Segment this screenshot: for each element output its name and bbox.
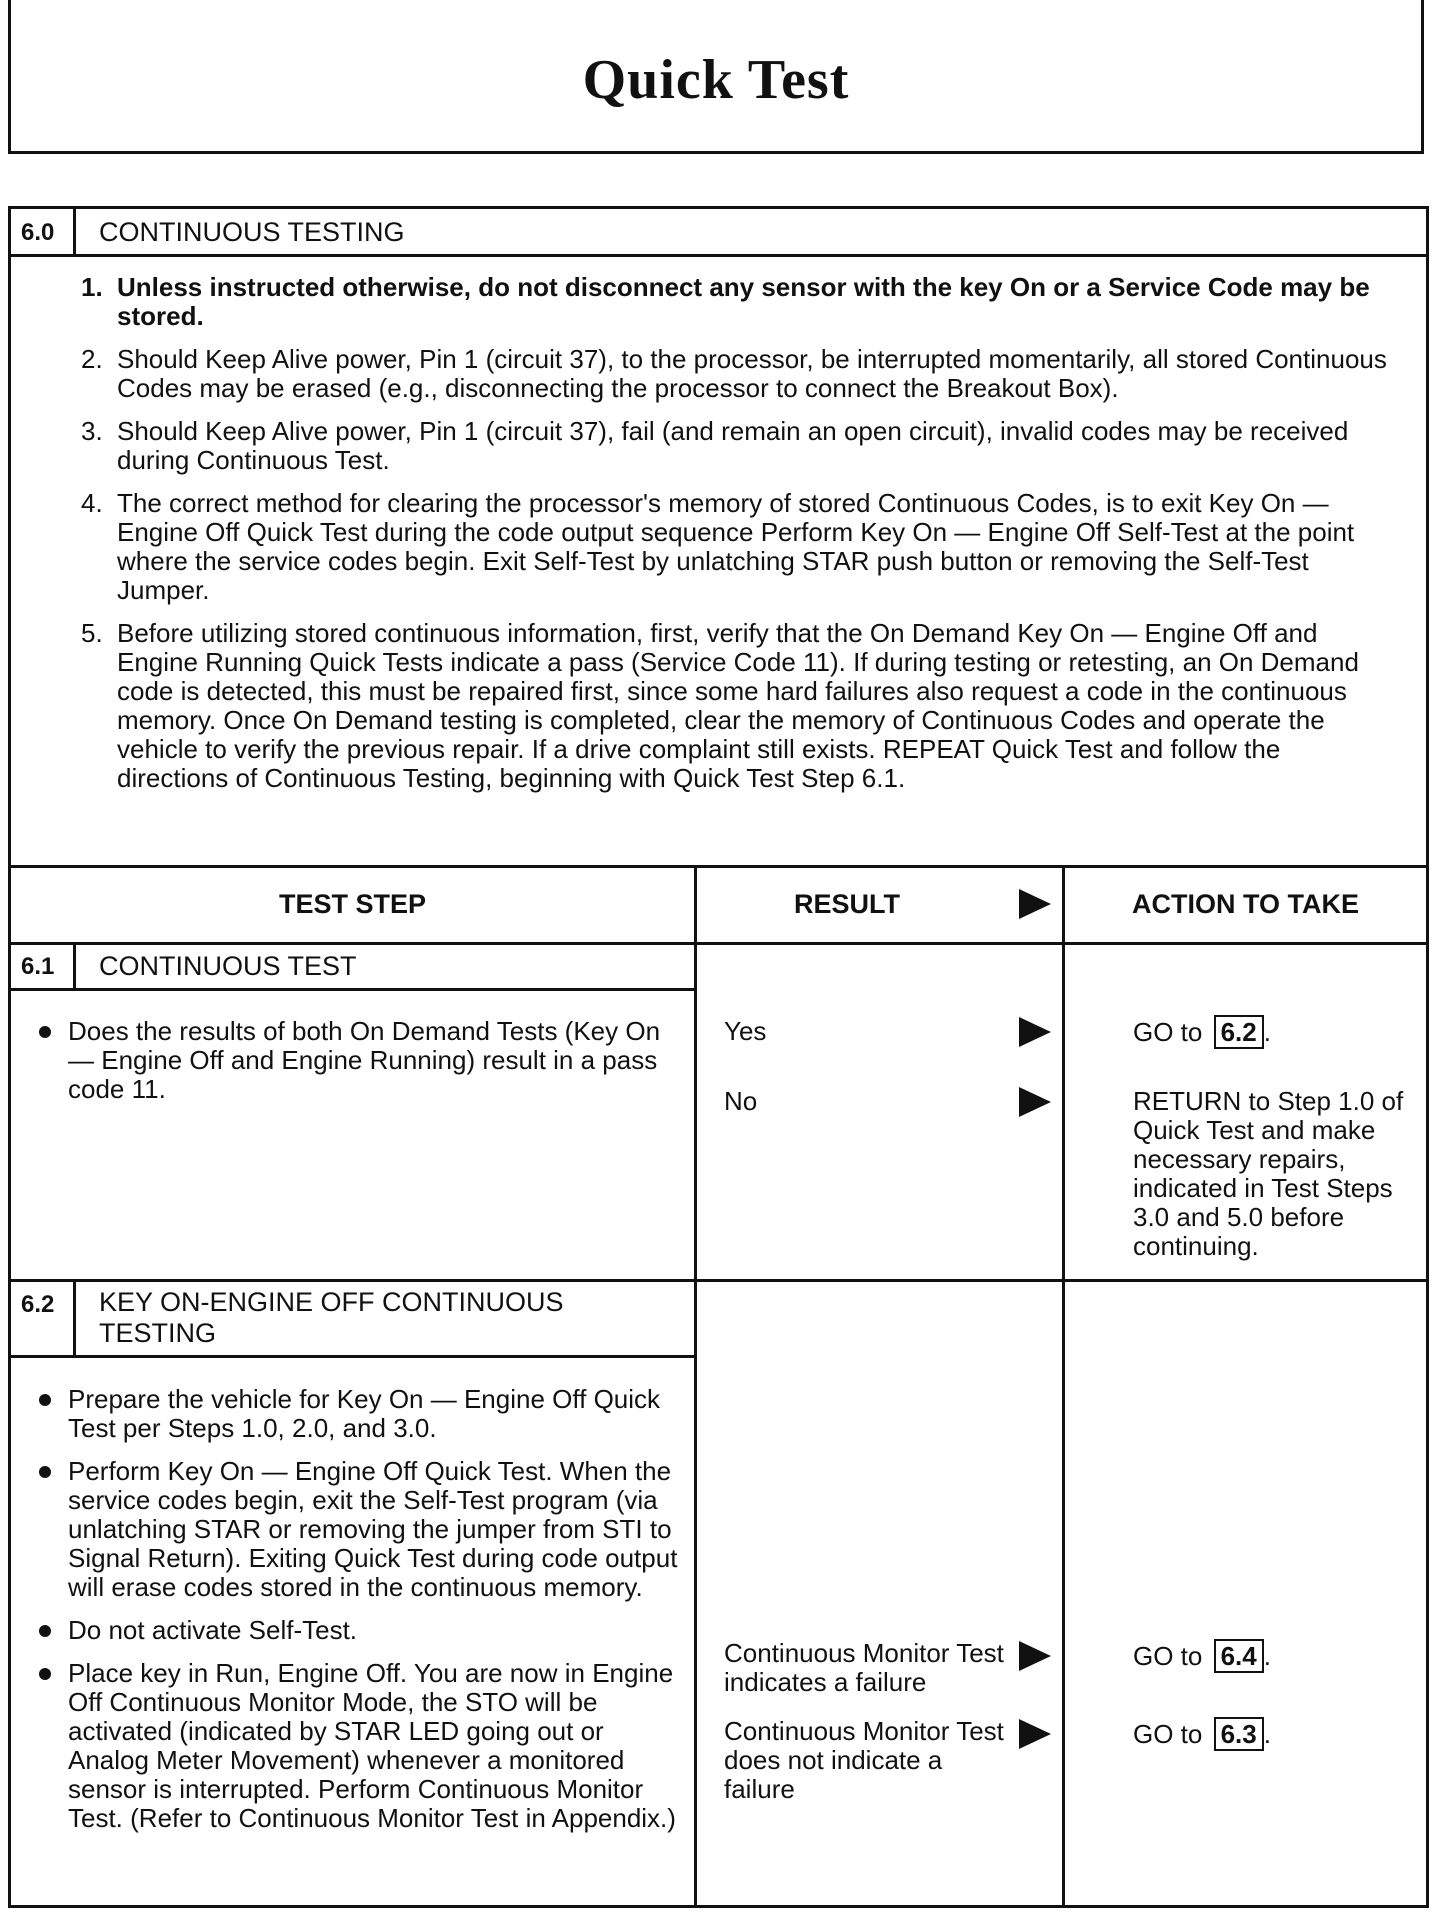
note-item: 2. Should Keep Alive power, Pin 1 (circuit 37), to the processor, be interrupted momentarily, all stored Continuous Codes may be erased (e.g., disconnecting the processor to connect the Breakout Box). xyxy=(81,344,1387,403)
continuous-testing-notes xyxy=(81,273,1391,807)
note-item: 4. The correct method for clearing the processor's memory of stored Continuous Codes, is to exit Key On — Engine Off Quick Test during the code output sequence Perform Key On — Engine Off Self-Test at the point where the service codes begin. Exit Self-Test by unlatching STAR push button or removing the Self-Test Jumper. xyxy=(81,488,1355,605)
divider xyxy=(11,1279,1426,1282)
step-6-2-instructions xyxy=(37,1385,687,1847)
goto-link-6-2[interactable]: 6.2 xyxy=(1214,1015,1264,1049)
result-yes: Yes xyxy=(724,1016,767,1046)
title-box xyxy=(8,0,1424,154)
step-6-1-instructions xyxy=(37,1017,687,1118)
arrow-icon xyxy=(1019,1641,1051,1671)
divider xyxy=(73,209,76,254)
column-divider xyxy=(694,865,697,1905)
page-title: Quick Test xyxy=(582,49,850,111)
divider xyxy=(11,254,1426,257)
arrow-icon xyxy=(1019,1087,1051,1117)
action-return: RETURN to Step 1.0 of Quick Test and make necessary repairs, indicated in Test Steps 3.0 and 5.0 before continuing. xyxy=(1133,1086,1404,1261)
note-item: 1. Unless instructed otherwise, do not disconnect any sensor with the key On or a Service Code may be stored. xyxy=(81,272,1370,331)
divider xyxy=(73,942,76,989)
step-title-6-1: CONTINUOUS TEST xyxy=(99,951,357,981)
section-number-6-0: 6.0 xyxy=(21,219,55,246)
goto-link-6-3[interactable]: 6.3 xyxy=(1214,1717,1264,1751)
result-failure: Continuous Monitor Test indicates a failure xyxy=(724,1638,1004,1697)
column-header-action: ACTION TO TAKE xyxy=(1132,889,1359,919)
step-title-6-2: KEY ON-ENGINE OFF CONTINUOUS TESTING xyxy=(99,1287,564,1348)
action-goto-6-3: GO to 6.3 . xyxy=(1133,1719,1271,1749)
note-item: 5. Before utilizing stored continuous information, first, verify that the On Demand Key On — Engine Off and Engine Running Quick Tests indicate a pass (Service Code 11). If during testing or retesting, an On Demand code is detected, this must be repaired first, since some hard failures also request a code in the continuous memory. Once On Demand testing is completed, clear the memory of Continuous Codes and operate the vehicle to verify the previous repair. If a drive complaint still exists. REPEAT Quick Test and follow the directions of Continuous Testing, beginning with Quick Test Step 6.1. xyxy=(81,618,1359,793)
goto-link-6-4[interactable]: 6.4 xyxy=(1214,1639,1264,1673)
step-number-6-2: 6.2 xyxy=(21,1291,55,1318)
instruction-item: Does the results of both On Demand Tests (Key On — Engine Off and Engine Running) result in a pass code 11. xyxy=(37,1017,687,1104)
section-title-6-0: CONTINUOUS TESTING xyxy=(99,217,405,247)
note-item: 3. Should Keep Alive power, Pin 1 (circuit 37), fail (and remain an open circuit), invalid codes may be received during Continuous Test. xyxy=(81,416,1349,475)
arrow-icon xyxy=(1019,1719,1051,1749)
column-header-result: RESULT xyxy=(794,889,900,919)
divider xyxy=(11,865,1426,868)
action-goto-6-4: GO to 6.4 . xyxy=(1133,1641,1271,1671)
instruction-item: Do not activate Self-Test. xyxy=(37,1616,687,1645)
instruction-item: Place key in Run, Engine Off. You are now in Engine Off Continuous Monitor Mode, the STO will be activated (indicated by STAR LED going out or Analog Meter Movement) whenever a monitored sensor is interrupted. Perform Continuous Monitor Test. (Refer to Continuous Monitor Test in Appendix.) xyxy=(37,1659,687,1833)
quick-test-table xyxy=(8,206,1429,1908)
arrow-icon xyxy=(1019,1017,1051,1047)
instruction-item: Perform Key On — Engine Off Quick Test. When the service codes begin, exit the Self-Test program (via unlatching STAR or removing the jumper from STI to Signal Return). Exiting Quick Test during code output will erase codes stored in the continuous memory. xyxy=(37,1457,687,1602)
result-no: No xyxy=(724,1086,758,1116)
arrow-icon xyxy=(1019,889,1051,919)
divider xyxy=(11,942,1426,945)
column-divider xyxy=(1062,865,1065,1905)
step-number-6-1: 6.1 xyxy=(21,953,55,980)
action-goto-6-2: GO to 6.2 . xyxy=(1133,1017,1271,1047)
divider xyxy=(73,1279,76,1356)
divider xyxy=(11,1355,695,1358)
divider xyxy=(11,988,695,991)
column-header-test-step: TEST STEP xyxy=(278,889,427,919)
instruction-item: Prepare the vehicle for Key On — Engine Off Quick Test per Steps 1.0, 2.0, and 3.0. xyxy=(37,1385,687,1443)
result-no-failure: Continuous Monitor Test does not indicate a failure xyxy=(724,1716,1004,1804)
